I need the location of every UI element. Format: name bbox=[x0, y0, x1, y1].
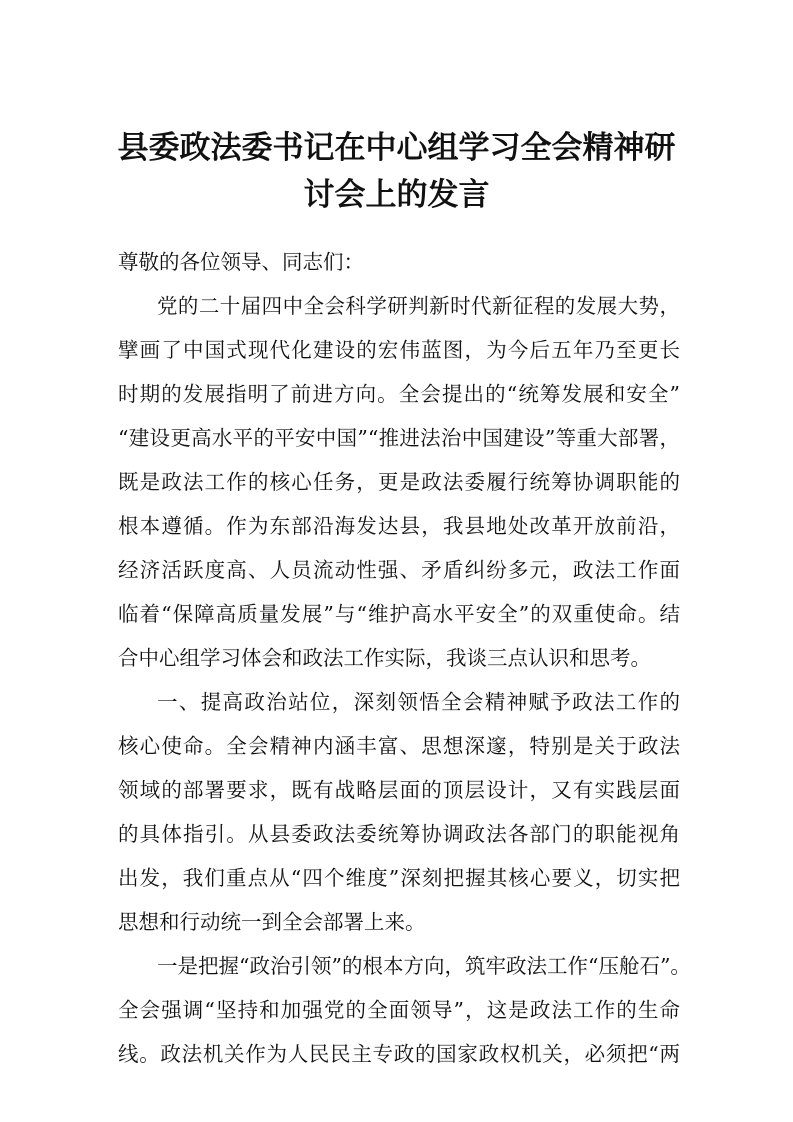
body-line: 合中心组学习体会和政法工作实际，我谈三点认识和思考。 bbox=[118, 646, 651, 670]
body-line: 全会强调“坚持和加强党的全面领导”，这是政法工作的生命 bbox=[118, 998, 680, 1022]
body-line: 一是把握“政治引领”的根本方向，筑牢政法工作“压舱石”。 bbox=[157, 954, 691, 978]
body-line: 的具体指引。从县委政法委统筹协调政法各部门的职能视角 bbox=[118, 822, 680, 846]
salutation: 尊敬的各位领导、同志们： bbox=[118, 250, 364, 274]
body-line: 时期的发展指明了前进方向。全会提出的“统筹发展和安全” bbox=[118, 382, 680, 406]
body-line: 党的二十届四中全会科学研判新时代新征程的发展大势， bbox=[157, 294, 680, 318]
body-line: 思想和行动统一到全会部署上来。 bbox=[118, 910, 426, 934]
body-line: 线。政法机关作为人民民主专政的国家政权机关，必须把“两 bbox=[118, 1042, 680, 1066]
body-line: 领域的部署要求，既有战略层面的顶层设计，又有实践层面 bbox=[118, 778, 680, 802]
body-line: 既是政法工作的核心任务，更是政法委履行统筹协调职能的 bbox=[118, 470, 680, 494]
document-title-line-1: 县委政法委书记在中心组学习全会精神研 bbox=[117, 130, 676, 166]
body-line: “建设更高水平的平安中国”“推进法治中国建设”等重大部署， bbox=[118, 426, 680, 450]
body-line: 经济活跃度高、人员流动性强、矛盾纠纷多元，政法工作面 bbox=[118, 558, 680, 582]
body-line: 出发，我们重点从“四个维度”深刻把握其核心要义，切实把 bbox=[118, 866, 680, 890]
body-line: 临着“保障高质量发展”与“维护高水平安全”的双重使命。结 bbox=[118, 602, 680, 626]
body-line: 核心使命。全会精神内涵丰富、思想深邃，特别是关于政法 bbox=[118, 734, 680, 758]
document-title-line-2: 讨会上的发言 bbox=[303, 177, 490, 213]
body-line: 根本遵循。作为东部沿海发达县，我县地处改革开放前沿， bbox=[118, 514, 680, 538]
section-heading-line: 一、提高政治站位，深刻领悟全会精神赋予政法工作的 bbox=[157, 690, 680, 714]
body-line: 擘画了中国式现代化建设的宏伟蓝图，为今后五年乃至更长 bbox=[118, 338, 680, 362]
